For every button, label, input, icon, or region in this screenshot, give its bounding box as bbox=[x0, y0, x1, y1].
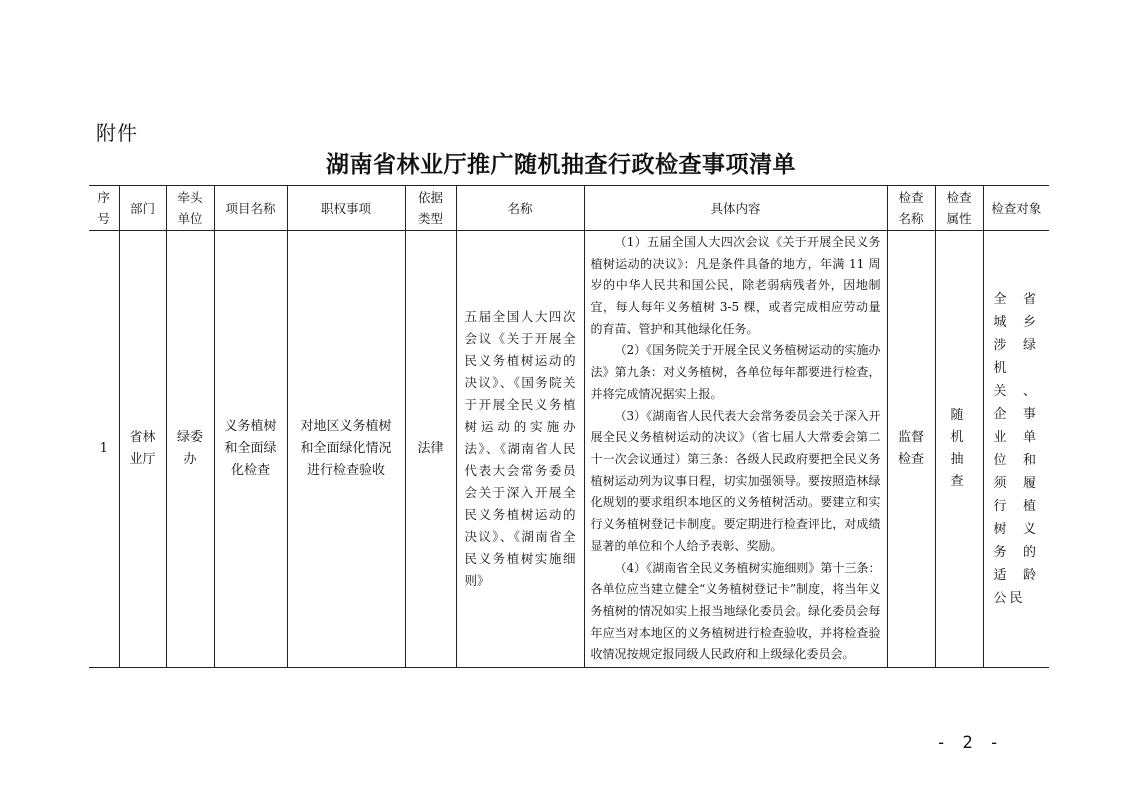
header-seq: 序号 bbox=[89, 186, 119, 231]
header-authority-item: 职权事项 bbox=[287, 186, 405, 231]
cell-check-name: 监督检查 bbox=[887, 231, 935, 668]
cell-dept: 省林业厅 bbox=[119, 231, 166, 668]
cell-authority-item: 对地区义务植树和全面绿化情况进行检查验收 bbox=[287, 231, 405, 668]
header-content: 具体内容 bbox=[584, 186, 887, 231]
cell-basis-name: 五届全国人大四次会议《关于开展全民义务植树运动的决议》、《国务院关于开展全民义务植树运动的实施办法》、《湖南省人民代表大会常务委员会关于深入开展全民义务植树运动的决议》、《湖南省全民义务植树实施细则》 bbox=[456, 231, 584, 668]
header-check-attr: 检查属性 bbox=[935, 186, 983, 231]
table-row bbox=[89, 231, 1049, 668]
cell-lead-unit: 绿委办 bbox=[166, 231, 214, 668]
header-basis-type: 依据类型 bbox=[405, 186, 456, 231]
cell-content bbox=[584, 231, 887, 668]
inspection-items-table bbox=[89, 185, 1049, 668]
header-check-target: 检查对象 bbox=[983, 186, 1049, 231]
cell-seq: 1 bbox=[89, 231, 119, 668]
table-header-row bbox=[89, 186, 1049, 231]
cell-check-target: 全省城乡涉绿机关、企事业单位和须履行植树义务的适龄公民 bbox=[983, 231, 1049, 668]
header-project-name: 项目名称 bbox=[214, 186, 287, 231]
content-paragraph-1: （1）五届全国人大四次会议《关于开展全民义务植树运动的决议》：凡是条件具备的地方，年满 11 周岁的中华人民共和国公民，除老弱病残者外，因地制宜，每人每年义务植树 3-5 棵，或者完成相应劳动量的育苗、管护和其他绿化任务。 bbox=[590, 234, 881, 336]
cell-basis-type: 法律 bbox=[405, 231, 456, 668]
header-check-name: 检查名称 bbox=[887, 186, 935, 231]
cell-check-attr: 随机抽查 bbox=[935, 231, 983, 668]
page-title: 湖南省林业厅推广随机抽查行政检查事项清单 bbox=[326, 152, 796, 178]
cell-project-name: 义务植树和全面绿化检查 bbox=[214, 231, 287, 668]
content-paragraph-4: （4）《湖南省全民义务植树实施细则》第十三条：各单位应当建立健全“义务植树登记卡”制度，将当年义务植树的情况如实上报当地绿化委员会。绿化委员会每年应当对本地区的义务植树进行检查验收，并将检查验收情况按规定报同级人民政府和上级绿化委员会。 bbox=[590, 560, 881, 662]
header-lead-unit: 牵头单位 bbox=[166, 186, 214, 231]
content-paragraph-3: （3）《湖南省人民代表大会常务委员会关于深入开展全民义务植树运动的决议》（省七届人大常委会第二十一次会议通过）第三条：各级人民政府要把全民义务植树运动列为议事日程，切实加强领导。要按照造林绿化规划的要求组织本地区的义务植树活动。要建立和实行义务植树登记卡制度。要定期进行检查评比，对成绩显著的单位和个人给予表彰、奖励。 bbox=[590, 408, 881, 553]
page-number: - 2 - bbox=[936, 733, 1003, 753]
header-dept: 部门 bbox=[119, 186, 166, 231]
content-paragraph-2: （2）《国务院关于开展全民义务植树运动的实施办法》第九条：对义务植树，各单位每年都要进行检查，并将完成情况据实上报。 bbox=[590, 343, 881, 401]
header-basis-name: 名称 bbox=[456, 186, 584, 231]
attachment-label: 附件 bbox=[96, 121, 138, 145]
